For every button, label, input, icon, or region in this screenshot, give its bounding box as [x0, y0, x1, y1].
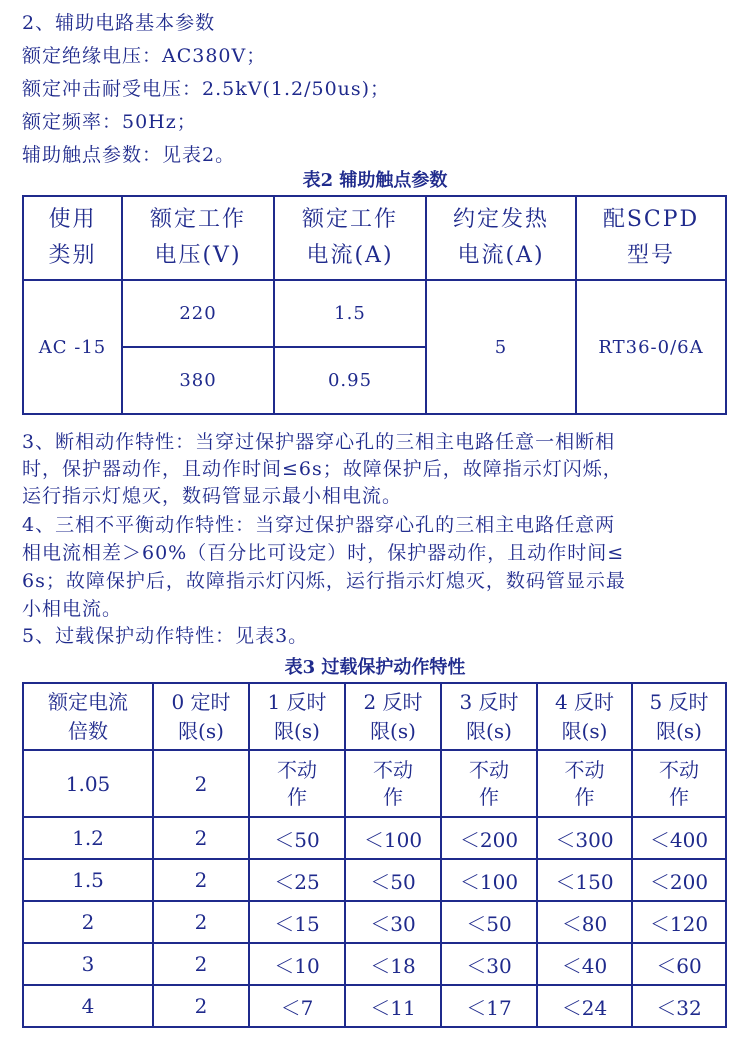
- no-action-cell: 不动 作: [537, 750, 632, 817]
- time-cell: ＜30: [441, 943, 537, 985]
- table3-row: [23, 750, 726, 817]
- rated-insulation-voltage: 额定绝缘电压：AC380V；: [22, 45, 267, 67]
- table3-row: [23, 985, 726, 1027]
- current-cell: 1.5: [274, 280, 426, 347]
- time-cell: ＜24: [537, 985, 632, 1027]
- time-cell: ＜11: [345, 985, 441, 1027]
- section3-line: 时，保护器动作，且动作时间≤6s；故障保护后，故障指示灯闪烁，: [22, 458, 623, 480]
- multiple-cell: 4: [23, 985, 153, 1027]
- table3-row: [23, 943, 726, 985]
- section4-line: 6s；故障保护后，故障指示灯闪烁，运行指示灯熄灭，数码管显示最: [22, 570, 626, 592]
- multiple-cell: 1.05: [23, 750, 153, 817]
- table3-row: [23, 817, 726, 859]
- multiple-cell: 3: [23, 943, 153, 985]
- section3-line: 运行指示灯熄灭，数码管显示最小相电流。: [22, 485, 403, 507]
- section4-line: 小相电流。: [22, 598, 123, 620]
- multiple-cell: 1.5: [23, 859, 153, 901]
- table2-caption: 表2 辅助触点参数: [302, 170, 448, 191]
- time-cell: ＜50: [249, 817, 345, 859]
- table3-caption: 表3 过载保护动作特性: [284, 657, 466, 678]
- table3-row: [23, 859, 726, 901]
- multiple-cell: 1.2: [23, 817, 153, 859]
- section2-heading: 2、辅助电路基本参数: [22, 12, 216, 34]
- time-cell: ＜32: [632, 985, 726, 1027]
- section4-line: 4、三相不平衡动作特性：当穿过保护器穿心孔的三相主电路任意两: [22, 514, 616, 536]
- section4-line: 相电流相差＞60%（百分比可设定）时，保护器动作，且动作时间≤: [22, 542, 625, 564]
- table2-header-row: [23, 196, 726, 280]
- multiple-cell: 2: [23, 901, 153, 943]
- definite-time-cell: 2: [153, 859, 249, 901]
- time-cell: ＜50: [441, 901, 537, 943]
- time-cell: ＜10: [249, 943, 345, 985]
- time-cell: ＜40: [537, 943, 632, 985]
- table3-header-cell: 4 反时 限(s): [537, 683, 632, 750]
- definite-time-cell: 2: [153, 901, 249, 943]
- rated-frequency: 额定频率：50Hz；: [22, 111, 197, 133]
- table3-overload-characteristics: [22, 682, 727, 1028]
- time-cell: ＜60: [632, 943, 726, 985]
- time-cell: ＜200: [441, 817, 537, 859]
- table2-header-cell: 额定工作 电流(A): [274, 196, 426, 280]
- voltage-cell: 220: [122, 280, 274, 347]
- definite-time-cell: 2: [153, 817, 249, 859]
- definite-time-cell: 2: [153, 985, 249, 1027]
- definite-time-cell: 2: [153, 943, 249, 985]
- time-cell: ＜300: [537, 817, 632, 859]
- time-cell: ＜30: [345, 901, 441, 943]
- thermal-current-cell: 5: [426, 280, 576, 414]
- auxiliary-contacts-note: 辅助触点参数：见表2。: [22, 144, 236, 166]
- time-cell: ＜150: [537, 859, 632, 901]
- time-cell: ＜400: [632, 817, 726, 859]
- time-cell: ＜200: [632, 859, 726, 901]
- no-action-cell: 不动 作: [345, 750, 441, 817]
- table3-header-cell: 1 反时 限(s): [249, 683, 345, 750]
- time-cell: ＜15: [249, 901, 345, 943]
- voltage-cell: 380: [122, 347, 274, 414]
- table2-header-cell: 使用 类别: [23, 196, 122, 280]
- table2-header-cell: 额定工作 电压(V): [122, 196, 274, 280]
- no-action-cell: 不动 作: [632, 750, 726, 817]
- time-cell: ＜7: [249, 985, 345, 1027]
- section5-heading: 5、过载保护动作特性：见表3。: [22, 625, 309, 647]
- no-action-cell: 不动 作: [249, 750, 345, 817]
- table2-header-cell: 约定发热 电流(A): [426, 196, 576, 280]
- time-cell: ＜17: [441, 985, 537, 1027]
- scpd-model-cell: RT36-0/6A: [576, 280, 726, 414]
- time-cell: ＜100: [441, 859, 537, 901]
- table2-row: [23, 280, 726, 347]
- time-cell: ＜80: [537, 901, 632, 943]
- table3-header-cell: 额定电流 倍数: [23, 683, 153, 750]
- table3-header-cell: 3 反时 限(s): [441, 683, 537, 750]
- time-cell: ＜100: [345, 817, 441, 859]
- definite-time-cell: 2: [153, 750, 249, 817]
- time-cell: ＜50: [345, 859, 441, 901]
- time-cell: ＜25: [249, 859, 345, 901]
- table3-header-cell: 0 定时 限(s): [153, 683, 249, 750]
- time-cell: ＜120: [632, 901, 726, 943]
- current-cell: 0.95: [274, 347, 426, 414]
- table3-header-row: [23, 683, 726, 750]
- table3-header-cell: 2 反时 限(s): [345, 683, 441, 750]
- section3-line: 3、断相动作特性：当穿过保护器穿心孔的三相主电路任意一相断相: [22, 431, 616, 453]
- table3-header-cell: 5 反时 限(s): [632, 683, 726, 750]
- table2-header-cell: 配SCPD 型号: [576, 196, 726, 280]
- time-cell: ＜18: [345, 943, 441, 985]
- table3-row: [23, 901, 726, 943]
- rated-impulse-voltage: 额定冲击耐受电压：2.5kV(1.2/50us)；: [22, 78, 391, 100]
- category-cell: AC -15: [23, 280, 122, 414]
- table2-auxiliary-contacts: [22, 195, 727, 415]
- no-action-cell: 不动 作: [441, 750, 537, 817]
